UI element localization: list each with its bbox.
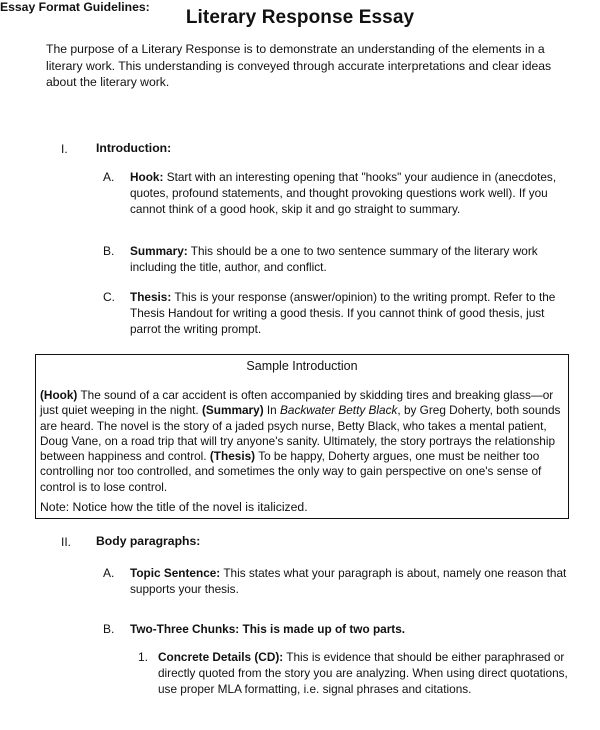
- guidelines-heading: Essay Format Guidelines:: [0, 0, 150, 14]
- item-label: Hook:: [130, 170, 164, 184]
- hook-label: (Hook): [40, 388, 78, 402]
- list-item-summary: [130, 243, 570, 275]
- item-letter: C.: [103, 290, 115, 304]
- sample-note: Note: Notice how the title of the novel is italicized.: [40, 500, 308, 514]
- summary-label: (Summary): [202, 403, 264, 418]
- item-label: Topic Sentence:: [130, 566, 221, 580]
- item-letter: B.: [103, 622, 115, 636]
- list-item-chunks: [130, 621, 570, 637]
- item-text: This states what your paragraph is about, namely one reason that supports your thesis.: [130, 566, 567, 597]
- item-letter: A.: [103, 566, 115, 580]
- section-title: Body paragraphs:: [96, 534, 201, 548]
- summary-text: , by Greg Doherty, both sounds are heard. The novel is the story of a jaded psych nurse, Betty Black, who takes a mental patient, Doug Vane, on a road trip that will try anyone's sanity. Ultimately, the story portrays the relationship between happiness and control.: [40, 403, 561, 464]
- sample-text: [40, 388, 566, 495]
- item-text: Start with an interesting opening that "hooks" your audience in (anecdotes, quotes, profound statements, and thought provoking questions work well). If you cannot think of a good hook, skip it and go straight to summary.: [130, 170, 557, 217]
- item-text: This is your response (answer/opinion) to the writing prompt. Refer to the Thesis Handout for writing a good thesis. If you cannot think of good thesis, just parrot the writing prompt.: [130, 290, 556, 337]
- document-title: Literary Response Essay: [185, 7, 415, 28]
- thesis-label: (Thesis): [209, 449, 256, 464]
- list-item-hook: [130, 169, 570, 218]
- list-item-concrete-details: [158, 649, 570, 698]
- item-text: This should be a one to two sentence summary of the literary work including the title, author, and conflict.: [130, 244, 538, 275]
- item-text: This is evidence that should be either paraphrased or directly quoted from the story you are analyzing. When using direct quotations, use proper MLA formatting, i.e. signal phrases and citations.: [158, 650, 568, 697]
- list-item-thesis: [130, 289, 570, 338]
- subitem-number: 1.: [138, 650, 149, 664]
- item-label: Two-Three Chunks:: [130, 622, 240, 636]
- novel-title: Backwater Betty Black: [280, 403, 398, 418]
- sample-title: Sample Introduction: [246, 359, 358, 373]
- section-numeral: I.: [61, 142, 68, 156]
- section-title: Introduction:: [96, 141, 172, 155]
- sample-introduction-box: [35, 354, 569, 519]
- list-item-topic-sentence: [130, 565, 570, 597]
- item-label: Concrete Details (CD):: [158, 650, 284, 664]
- section-numeral: II.: [61, 535, 72, 549]
- hook-text: The sound of a car accident is often accompanied by skidding tires and breaking glass—or just quiet weeping in the night.: [40, 388, 554, 418]
- item-label: Thesis:: [130, 290, 172, 304]
- item-letter: B.: [103, 244, 115, 258]
- intro-paragraph: The purpose of a Literary Response is to demonstrate an understanding of the elements in a literary work. This understanding is conveyed through accurate interpretations and clear ideas about the literary work.: [46, 42, 552, 89]
- item-letter: A.: [103, 170, 115, 184]
- item-label: Summary:: [130, 244, 188, 258]
- thesis-text: To be happy, Doherty argues, one must be neither too controlling nor too controlled, and sometimes the only way to gain perspective on one's sense of control is to lose control.: [40, 449, 542, 494]
- item-text: This is made up of two parts.: [242, 622, 406, 636]
- summary-pre: In: [266, 403, 277, 418]
